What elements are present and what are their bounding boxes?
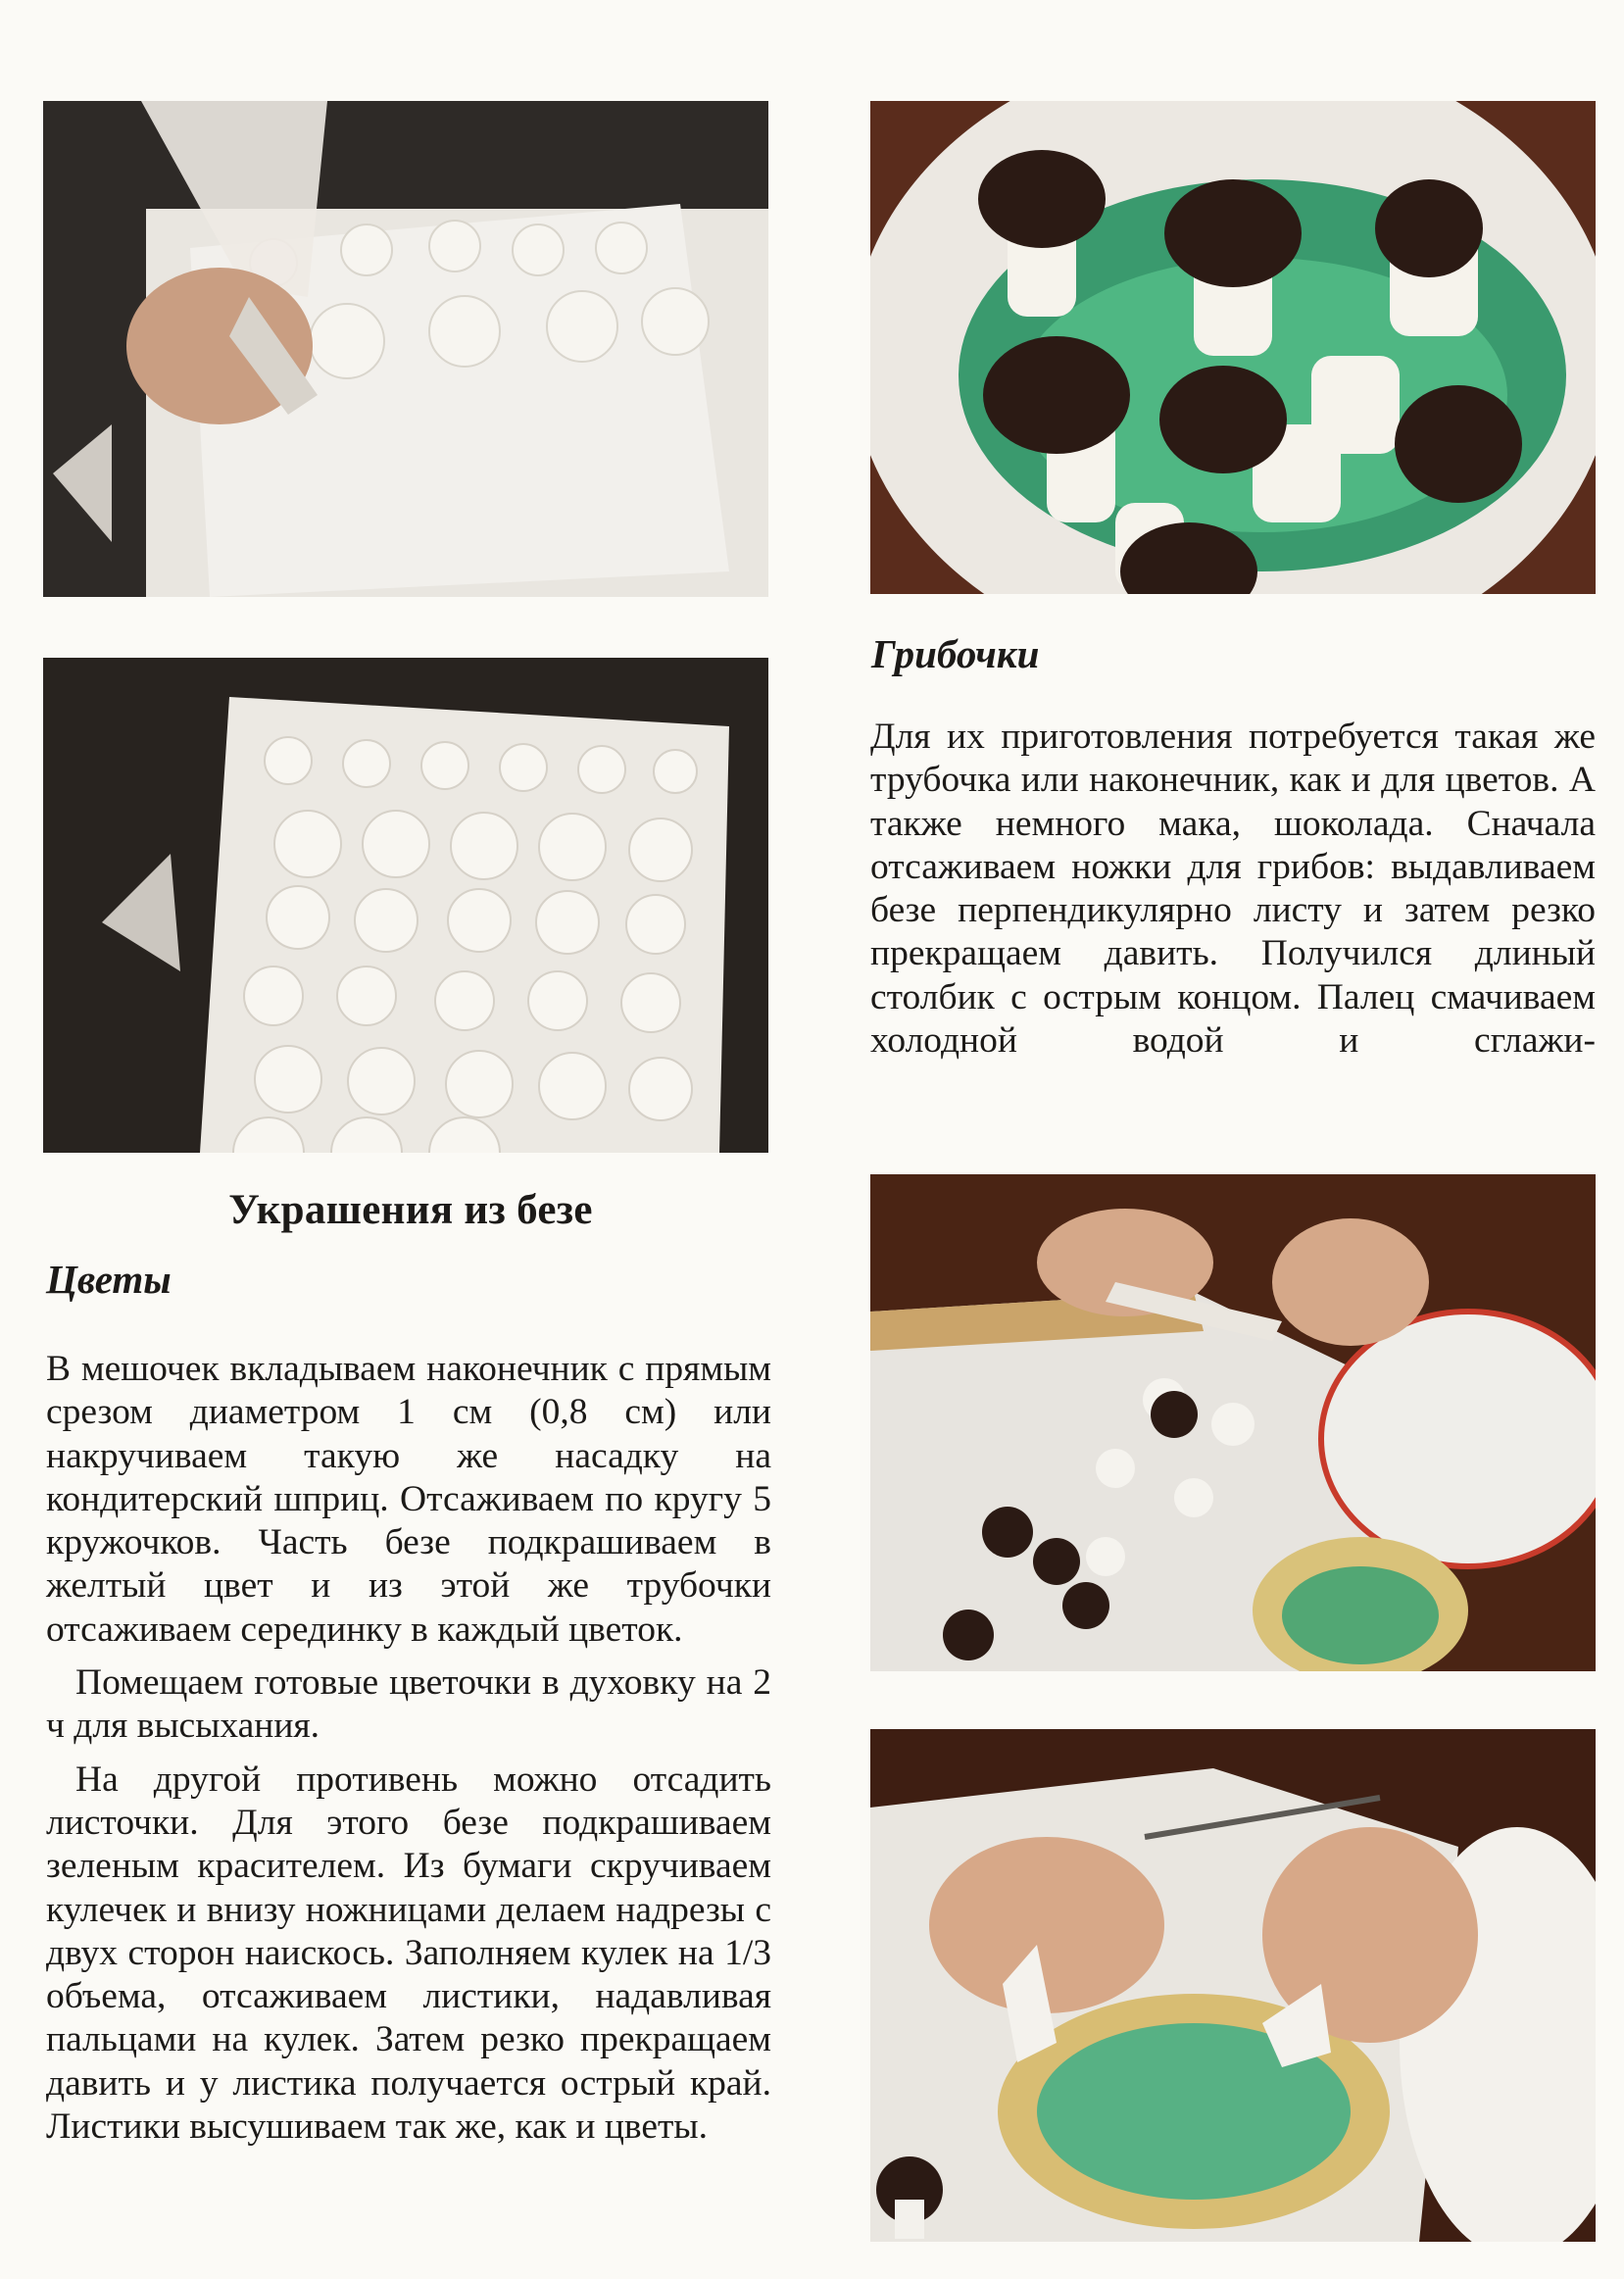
subsection-title-flowers: Цветы	[46, 1257, 172, 1302]
photo-mushroom-assembly	[870, 1729, 1596, 2242]
paragraph: В мешочек вкладываем наконечник с прямым срезом диаметром 1 см (0,8 см) или накручиваем такую же насадку на кондитерский шприц. Отсаживаем по кругу 5 кружочков. Часть безе подкрашиваем в желтый цвет и из этой же трубочки отсаживаем серединку в каждый цветок.	[46, 1349, 771, 1650]
paragraph: Помещаем готовые цветочки в духовку на 2 ч для высыхания.	[46, 1662, 771, 1747]
subsection-title-mushrooms: Грибочки	[871, 631, 1040, 676]
photo-tray-flowers	[43, 658, 768, 1153]
photo-piping-stars	[43, 101, 768, 597]
paragraph: Для их приготовления потребуется такая же трубочка или наконечник, как и для цветов. А также немного мака, шоколада. Сначала отсаживаем ножки для грибов: выдавливаем безе перпендикулярно листу и затем резко прекращаем давить. Получился длиный столбик с острым концом. Палец смачиваем холодной водой и сглажи-	[870, 717, 1596, 1062]
section-title: Украшения из безе	[228, 1187, 593, 1233]
photo-mushrooms-plate	[870, 101, 1596, 594]
photo-mushroom-stems	[870, 1174, 1596, 1671]
paragraph: На другой противень можно отсадить листочки. Для этого безе подкрашиваем зеленым красителем. Из бумаги скручиваем кулечек и внизу ножницами делаем надрезы с двух сторон наискось. Заполняем кулек на 1/3 объема, отсаживаем листики, надавливая пальцами на кулек. Затем резко прекращаем давить и у листика получается острый край. Листики высушиваем так же, как и цветы.	[46, 1759, 771, 2148]
flowers-text	[46, 1348, 771, 2149]
mushrooms-text	[870, 716, 1596, 1063]
